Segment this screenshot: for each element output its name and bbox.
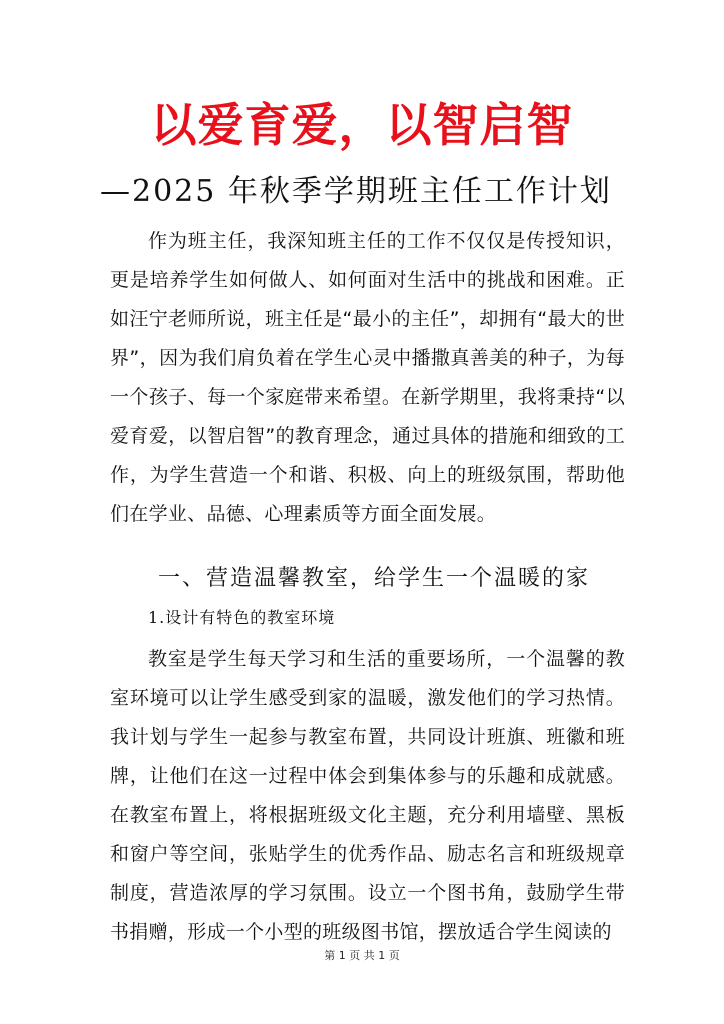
document-subtitle: —2025 年秋季学期班主任工作计划 — [100, 174, 612, 209]
intro-paragraph: 作为班主任，我深知班主任的工作不仅仅是传授知识，更是培养学生如何做人、如何面对生活中的挑战和困难。正如汪宁老师所说，班主任是“最小的主任”，却拥有“最大的世界”，因为我们肩负着在学生心灵中播撒真善美的种子，为每一个孩子、每一个家庭带来希望。在新学期里，我将秉持“以爱育爱，以智启智”的教育理念，通过具体的措施和细致的工作，为学生营造一个和谐、积极、向上的班级氛围，帮助他们在学业、品德、心理素质等方面全面发展。 — [110, 230, 625, 525]
document-title: 以爱育爱，以智启智 — [150, 98, 574, 152]
page-footer: 第 1 页 共 1 页 — [324, 949, 400, 962]
section-heading: 一、营造温馨教室，给学生一个温暖的家 — [158, 566, 591, 591]
section-subheading: 1.设计有特色的教室环境 — [148, 608, 336, 627]
section-paragraph: 教室是学生每天学习和生活的重要场所，一个温馨的教室环境可以让学生感受到家的温暖，激发他们的学习热情。我计划与学生一起参与教室布置，共同设计班旗、班徽和班牌，让他们在这一过程中体会到集体参与的乐趣和成就感。在教室布置上，将根据班级文化主题，充分利用墙壁、黑板和窗户等空间，张贴学生的优秀作品、励志名言和班级规章制度，营造浓厚的学习氛围。设立一个图书角，鼓励学生带书捐赠，形成一个小型的班级图书馆，摆放适合学生阅读的 — [110, 648, 625, 943]
